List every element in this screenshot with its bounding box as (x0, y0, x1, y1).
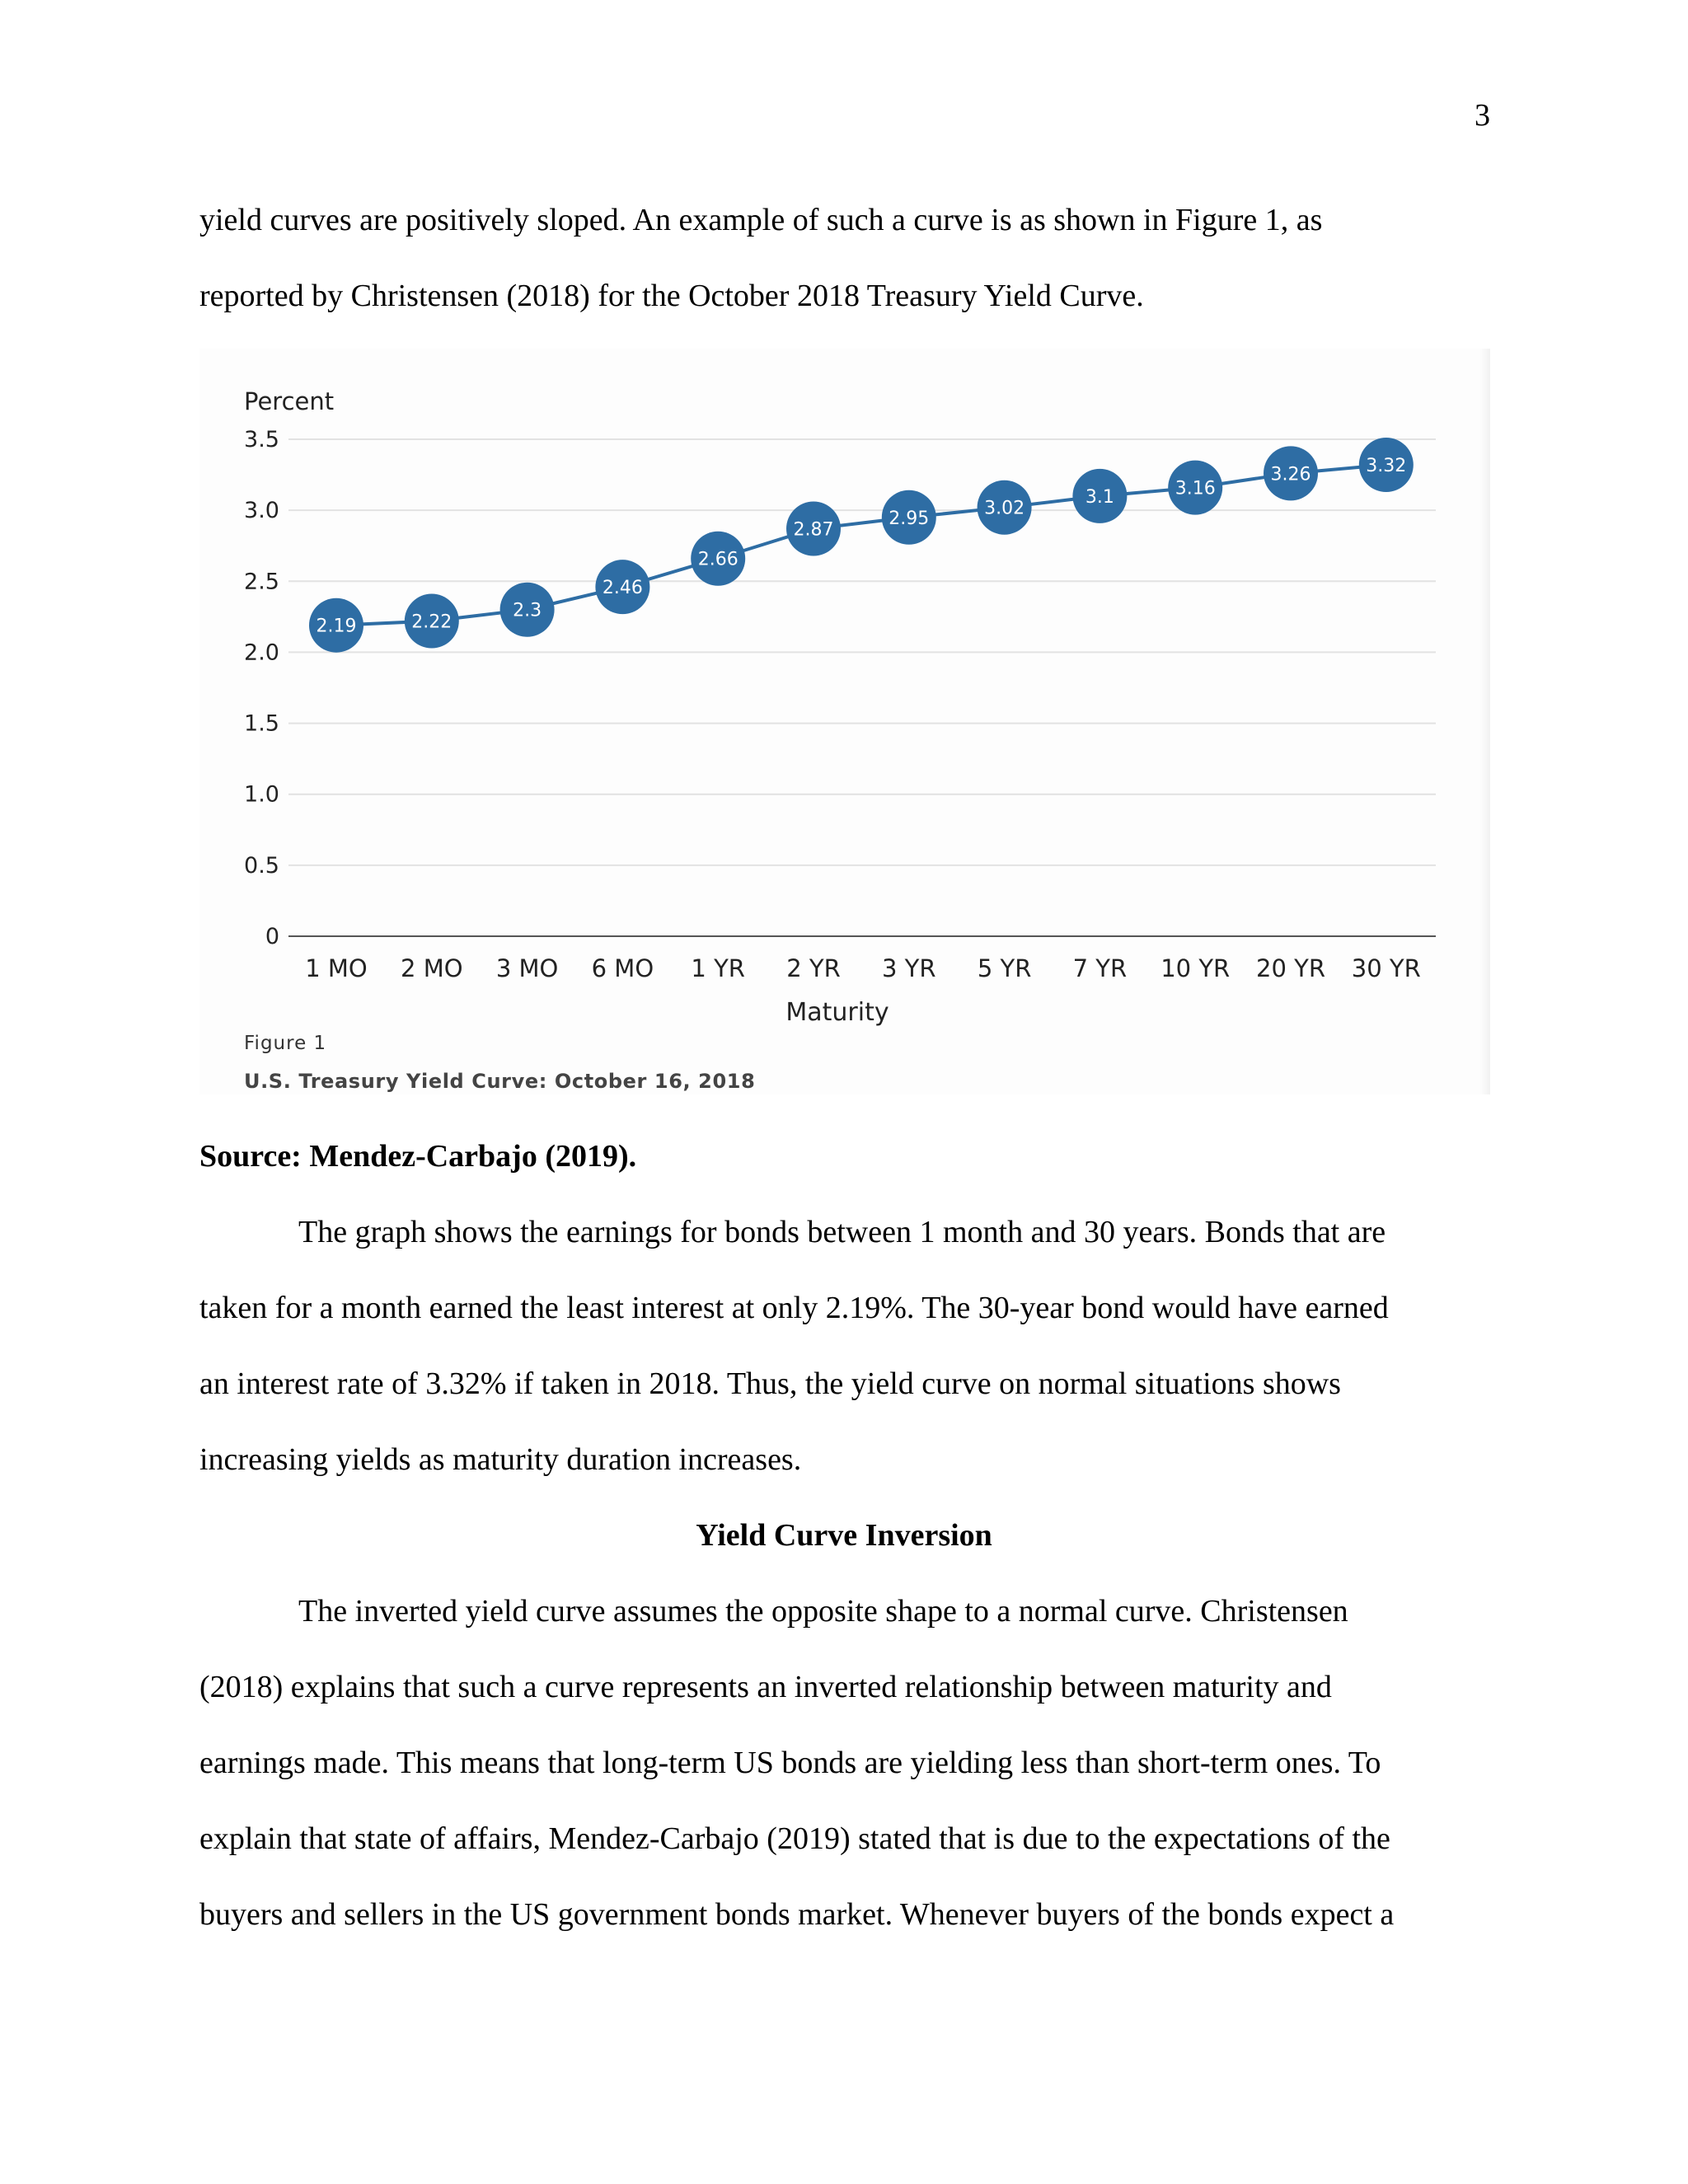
para1-line-4: increasing yields as maturity duration increases. (199, 1442, 802, 1477)
x-tick-label: 2 YR (786, 954, 841, 982)
para1-line-1: The graph shows the earnings for bonds between 1 month and 30 years. Bonds that are (298, 1215, 1386, 1249)
data-label: 2.87 (793, 519, 834, 541)
x-tick-label: 30 YR (1351, 954, 1421, 982)
y-tick-label: 1.0 (244, 781, 279, 808)
data-label: 2.19 (316, 616, 357, 637)
x-tick-label: 2 MO (401, 954, 463, 982)
x-tick-label: 6 MO (591, 954, 654, 982)
x-tick-label: 20 YR (1256, 954, 1325, 982)
para2-line-4: explain that state of affairs, Mendez-Carbajo (2019) stated that is due to the expectations of the (199, 1821, 1390, 1856)
data-label: 3.1 (1085, 486, 1114, 508)
figure-caption: U.S. Treasury Yield Curve: October 16, 2018 (244, 1070, 756, 1093)
y-tick-label: 3.0 (244, 498, 279, 524)
section-heading: Yield Curve Inversion (696, 1518, 992, 1553)
x-tick-label: 3 MO (495, 954, 559, 982)
x-tick-label: 10 YR (1160, 954, 1231, 982)
para2-line-3: earnings made. This means that long-term US bonds are yielding less than short-term ones. To (199, 1746, 1381, 1780)
data-label: 2.22 (411, 612, 452, 633)
series-line (336, 465, 1386, 626)
data-label: 2.3 (513, 600, 542, 621)
figure-edge-shadow (1480, 349, 1490, 1094)
figure (199, 349, 1490, 1094)
data-label: 3.02 (984, 498, 1025, 519)
figure-source: Source: Mendez-Carbajo (2019). (199, 1139, 637, 1174)
x-tick-label: 1 YR (691, 954, 745, 982)
y-tick-label: 0.5 (244, 852, 279, 879)
data-label: 2.66 (697, 549, 738, 570)
yield-curve-chart (199, 349, 1490, 1094)
y-tick-label: 2.0 (244, 640, 279, 666)
data-label: 3.16 (1175, 478, 1216, 499)
y-tick-label: 3.5 (244, 427, 279, 452)
x-tick-label: 3 YR (882, 954, 936, 982)
data-label: 3.26 (1270, 464, 1311, 485)
data-label: 2.46 (602, 578, 643, 599)
y-tick-label: 1.5 (244, 710, 279, 737)
page-number: 3 (1475, 98, 1490, 133)
para2-line-5: buyers and sellers in the US government bonds market. Whenever buyers of the bonds expect a (199, 1897, 1395, 1932)
intro-line-1: yield curves are positively sloped. An example of such a curve is as shown in Figure 1, as (199, 203, 1323, 237)
para1-line-2: taken for a month earned the least interest at only 2.19%. The 30-year bond would have earned (199, 1291, 1389, 1325)
x-tick-label: 1 MO (305, 954, 368, 982)
y-axis-label: Percent (244, 387, 335, 415)
para2-line-1: The inverted yield curve assumes the opposite shape to a normal curve. Christensen (298, 1594, 1348, 1629)
para1-line-3: an interest rate of 3.32% if taken in 2018. Thus, the yield curve on normal situations shows (199, 1366, 1341, 1401)
y-tick-label: 2.5 (244, 569, 279, 595)
x-axis-label: Maturity (785, 998, 889, 1027)
intro-line-2: reported by Christensen (2018) for the October 2018 Treasury Yield Curve. (199, 279, 1144, 313)
x-tick-label: 7 YR (1072, 954, 1128, 982)
para2-line-2: (2018) explains that such a curve represents an inverted relationship between maturity and (199, 1670, 1332, 1704)
data-label: 3.32 (1366, 456, 1407, 477)
data-label: 2.95 (889, 508, 930, 529)
figure-label: Figure 1 (244, 1033, 327, 1054)
x-tick-label: 5 YR (977, 954, 1032, 982)
y-tick-label: 0 (265, 924, 279, 949)
